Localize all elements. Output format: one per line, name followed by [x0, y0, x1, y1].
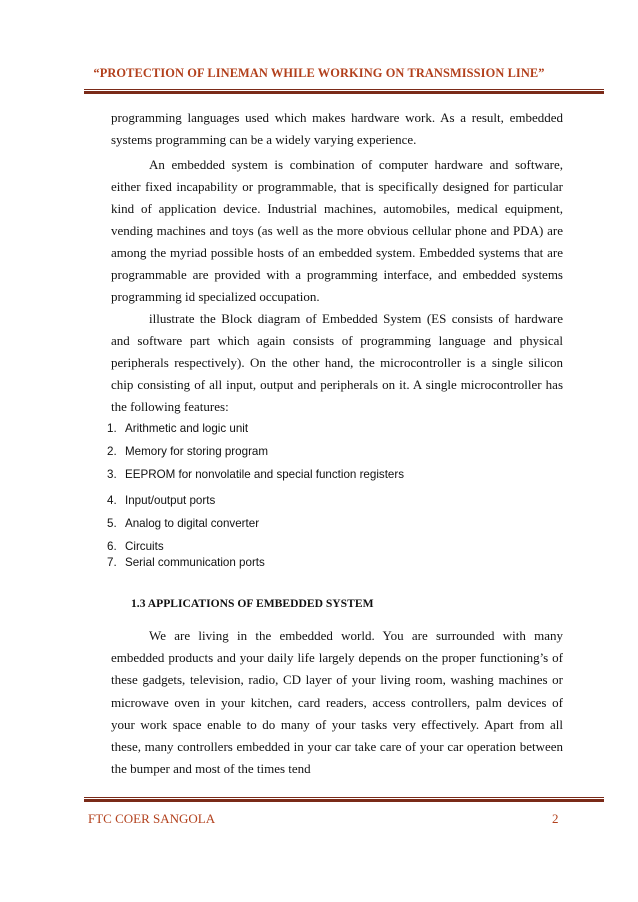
- header-rule: [84, 89, 604, 94]
- running-header-title: “PROTECTION OF LINEMAN WHILE WORKING ON TRANSMISSION LINE”: [93, 66, 545, 80]
- footer-institution: FTC COER SANGOLA: [88, 811, 216, 826]
- list-item: 5. Analog to digital converter: [107, 517, 260, 530]
- page-number: 2: [552, 811, 559, 826]
- list-item: 7. Serial communication ports: [107, 556, 265, 569]
- paragraph-embedded-system: An embedded system is combination of computer hardware and software, either fixed incapability or programmable, that is specifically designed for particular kind of application device. Industrial machines, automobiles, medical equipment, vending machines and toys (as well as the more obvious cellular phone and PDA) are among the myriad possible hosts of an embedded system. Embedded systems that are programmable are provided with a programming interface, and embedded systems programming id specialized occupation.: [111, 157, 563, 304]
- section-body-text: [111, 625, 563, 780]
- paragraph-applications: We are living in the embedded world. You are surrounded with many embedded products and your daily life largely depends on the proper functioning’s of these gadgets, television, radio, CD layer of your living room, washing machines or microwave oven in your kitchen, card readers, access controllers, palm devices of your work space enable to do many of your tasks very effectively. Apart from all these, many controllers embedded in your car take care of your car operation between the bumper and most of the times tend: [111, 628, 563, 777]
- footer-rule: [84, 797, 604, 802]
- list-item: 3. EEPROM for nonvolatile and special function registers: [107, 468, 405, 481]
- list-item: 1. Arithmetic and logic unit: [107, 422, 249, 435]
- list-item: 2. Memory for storing program: [107, 445, 269, 458]
- section-heading: 1.3 APPLICATIONS OF EMBEDDED SYSTEM: [131, 597, 374, 610]
- paragraph-continued: programming languages used which makes hardware work. As a result, embedded systems programming can be a widely varying experience.: [111, 110, 563, 147]
- paragraph-block-diagram: illustrate the Block diagram of Embedded System (ES consists of hardware and software part which again consists of programming language and physical peripherals respectively). On the other hand, the microcontroller is a single silicon chip consisting of all input, output and peripherals on it. A single microcontroller has the following features:: [111, 311, 563, 414]
- list-item: 4. Input/output ports: [107, 494, 216, 507]
- body-text: [111, 107, 563, 418]
- list-item: 6. Circuits: [107, 540, 164, 553]
